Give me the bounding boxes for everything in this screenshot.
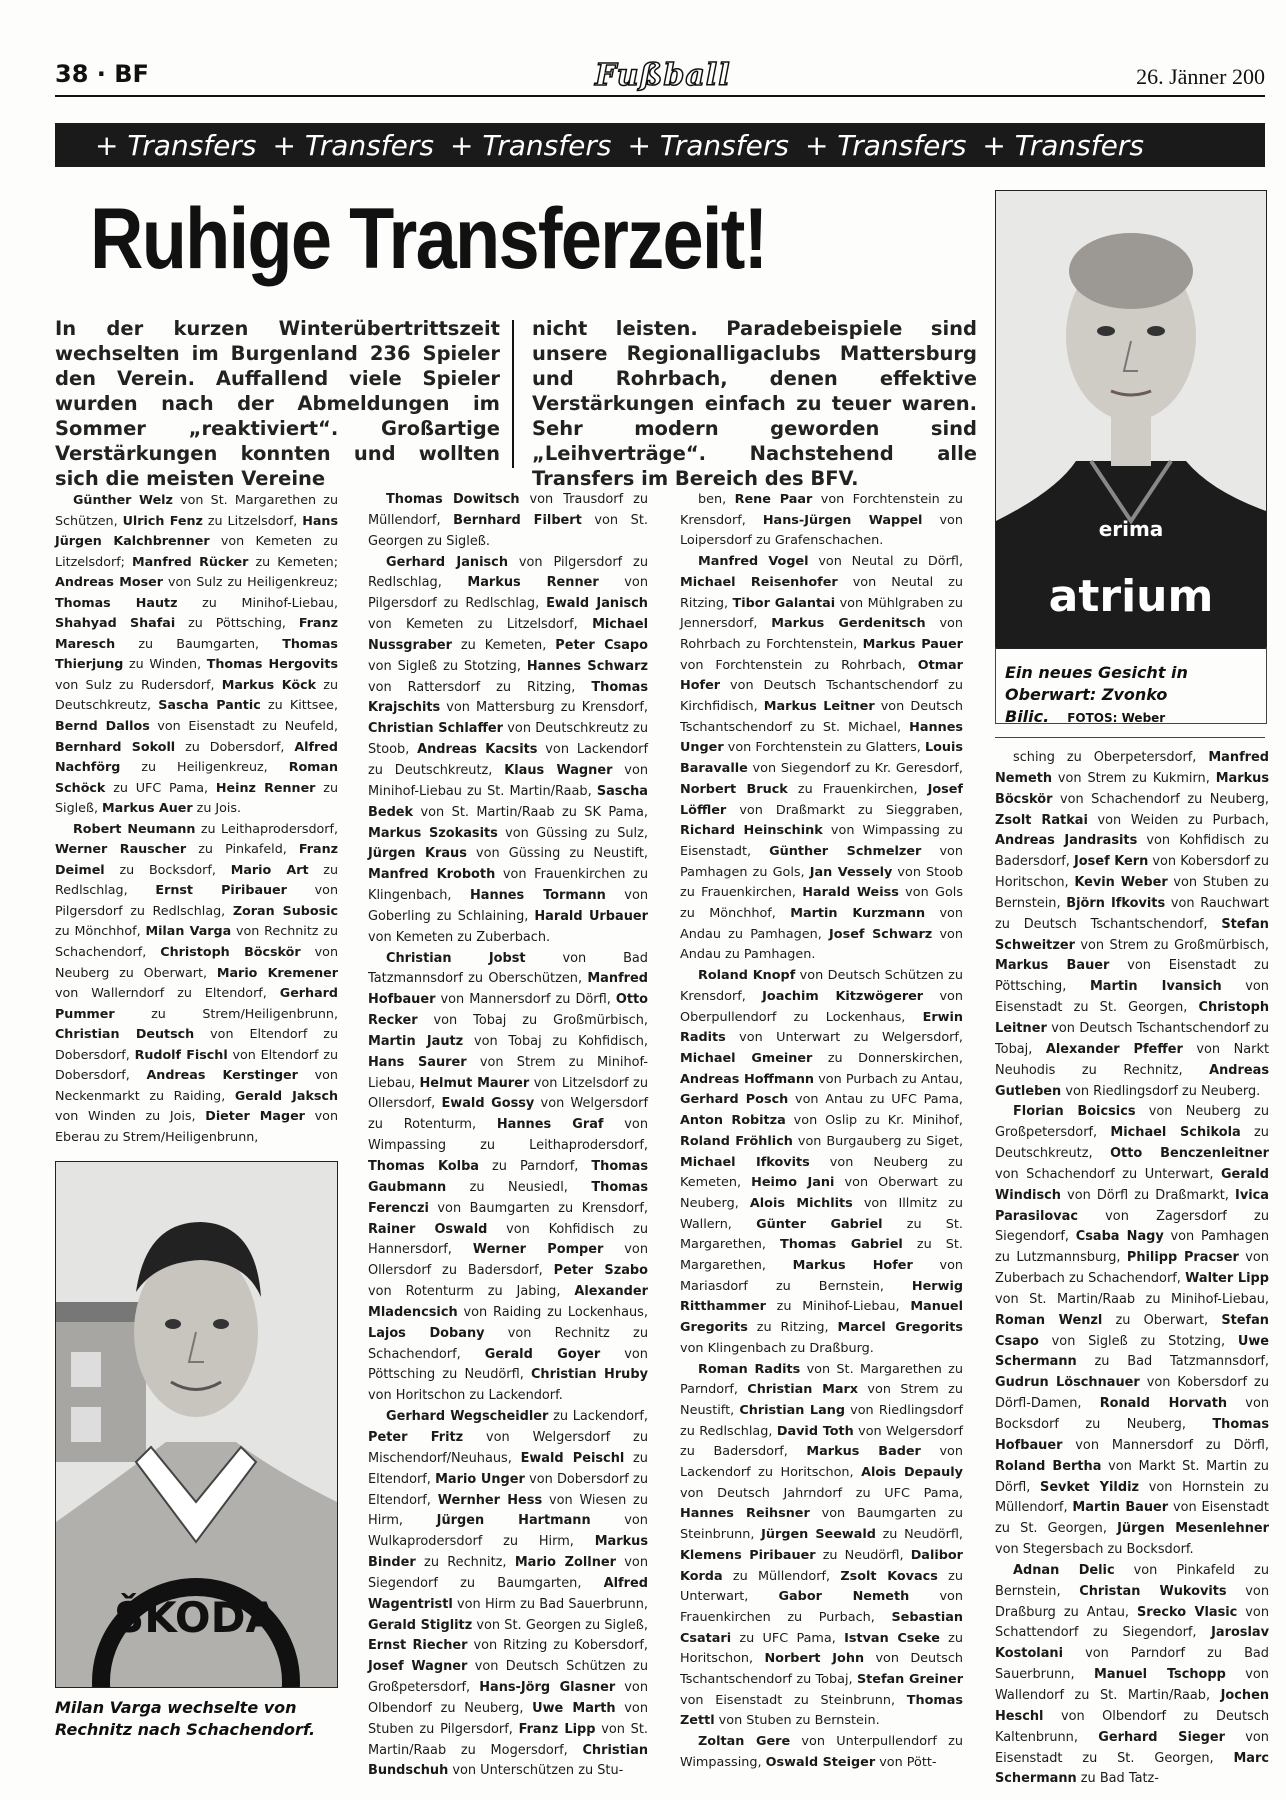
player-name: Otto Benczenleitner bbox=[1110, 1146, 1269, 1162]
player-name: Roman Wenzl bbox=[995, 1312, 1103, 1328]
player-name: Björn Ifkovits bbox=[1066, 895, 1166, 911]
player-name: Thomas Gabriel bbox=[780, 1237, 903, 1253]
player-name: Hannes Graf bbox=[496, 1117, 604, 1133]
player-name: Ewald Peischl bbox=[520, 1450, 625, 1466]
player-name: Christian Deutsch bbox=[55, 1026, 195, 1042]
photo-milan-varga bbox=[55, 1161, 338, 1688]
player-name: Florian Boicsics bbox=[1013, 1104, 1136, 1120]
player-name: Walter Lipp bbox=[1185, 1271, 1270, 1287]
player-name: Christian Lang bbox=[739, 1402, 845, 1418]
player-name: Thomas Zettl bbox=[680, 1692, 963, 1729]
player-name: Hannes Reihsner bbox=[680, 1506, 810, 1522]
article-column-2 bbox=[368, 490, 648, 1782]
player-name: Marcel Gregorits bbox=[837, 1320, 963, 1336]
player-name: Ernst Riecher bbox=[368, 1638, 468, 1654]
player-name: Markus Bader bbox=[806, 1444, 921, 1460]
photo-zvonko-bilic bbox=[995, 190, 1267, 649]
lead-right: nicht leisten. Paradebeispiele sind unsere Regionalligaclubs Mattersburg und Rohrbach, denen effektive Verstärkungen einfach zu teuer waren. Sehr modern geworden sind „Leihverträge“. Nachstehend alle Transfers im Bereich des BFV. bbox=[532, 317, 977, 490]
player-name: Thomas Krajschits bbox=[368, 679, 648, 716]
player-name: Bernhard Filbert bbox=[453, 512, 582, 528]
player-name: Helmut Maurer bbox=[419, 1075, 530, 1091]
player-name: Otmar Hofer bbox=[680, 657, 963, 694]
player-name: Josef Kern bbox=[1074, 854, 1149, 870]
player-name: Sebastian Csatari bbox=[680, 1609, 963, 1646]
player-name: Thomas Thierjung bbox=[55, 635, 338, 672]
player-name: Mario Art bbox=[230, 861, 309, 877]
player-name: Jürgen Seewald bbox=[761, 1527, 876, 1543]
player-name: Joachim Kitzwögerer bbox=[762, 988, 924, 1004]
player-name: Michael Ifkovits bbox=[680, 1154, 810, 1170]
player-name: Günter Gabriel bbox=[756, 1216, 883, 1232]
player-name: Manfred Hofbauer bbox=[368, 971, 648, 1008]
paragraph: ben, Rene Paar von Forchtenstein zu Krensdorf, Hans-Jürgen Wappel von Loipersdorf zu Grafenschachen. bbox=[680, 492, 963, 549]
player-name: Harald Weiss bbox=[802, 885, 899, 901]
player-name: Hannes Schwarz bbox=[526, 658, 648, 674]
paragraph: Adnan Delic von Pinkafeld zu Bernstein, Christan Wukovits von Draßburg zu Antau, Srecko Vlasic von Schattendorf zu Siegendorf, Jaroslav Kostolani von Parndorf zu Bad Sauerbrunn, Manuel Tschopp von Wallendorf zu St. Martin/Raab, Jochen Heschl von Olbendorf zu Deutsch Kaltenbrunn, Gerhard Sieger von Eisenstadt zu St. Georgen, Marc Schermann zu Bad Tatz- bbox=[995, 1562, 1269, 1787]
player-name: Anton Robitza bbox=[680, 1113, 786, 1129]
player-name: Norbert Bruck bbox=[680, 781, 788, 797]
player-name: Manfred Rücker bbox=[132, 553, 249, 569]
player-name: Manuel Gregorits bbox=[680, 1299, 963, 1336]
player-name: Josef Schwarz bbox=[829, 926, 933, 942]
paragraph: Christian Jobst von Bad Tatzmannsdorf zu Oberschützen, Manfred Hofbauer von Mannersdorf zu Dörfl, Otto Recker von Tobaj zu Großmürbisch, Martin Jautz von Tobaj zu Kohfidisch, Hans Saurer von Strem zu Minihof-Liebau, Helmut Maurer von Litzelsdorf zu Ollersdorf, Ewald Gossy von Welgersdorf zu Rotenturm, Hannes Graf von Wimpassing zu Leithaprodersdorf, Thomas Kolba zu Parndorf, Thomas Gaubmann zu Neusiedl, Thomas Ferenczi von Baumgarten zu Krensdorf, Rainer Oswald von Kohfidisch zu Hannersdorf, Werner Pomper von Ollersdorf zu Badersdorf, Peter Szabo von Rotenturm zu Jabing, Alexander Mladencsich von Raiding zu Lockenhaus, Lajos Dobany von Rechnitz zu Schachendorf, Gerald Goyer von Pöttsching zu Neudörfl, Christian Hruby von Horitschon zu Lackendorf. bbox=[368, 950, 649, 1404]
player-name: Hans-Jörg Glasner bbox=[479, 1680, 616, 1696]
paragraph: Zoltan Gere von Unterpullendorf zu Wimpassing, Oswald Steiger von Pött- bbox=[680, 1734, 963, 1770]
player-name: Markus Pauer bbox=[862, 636, 963, 652]
header-rule bbox=[55, 95, 1265, 97]
banner-item: + Transfers bbox=[982, 128, 1144, 162]
player-name: Hans Saurer bbox=[368, 1054, 467, 1070]
player-name: Roman Schöck bbox=[55, 759, 338, 795]
player-name: Robert Neumann bbox=[73, 820, 196, 836]
player-name: Gabor Nemeth bbox=[778, 1589, 910, 1605]
player-name: Manuel Tschopp bbox=[1094, 1667, 1226, 1683]
player-name: Franz Lipp bbox=[518, 1721, 596, 1737]
player-name: Zsolt Ratkai bbox=[995, 812, 1088, 828]
player-name: Markus Binder bbox=[368, 1534, 648, 1571]
article-column-1 bbox=[55, 490, 338, 1148]
paragraph: Roland Knopf von Deutsch Schützen zu Krensdorf, Joachim Kitzwögerer von Oberpullendorf zu Lockenhaus, Erwin Radits von Unterwart zu Welgersdorf, Michael Gmeiner zu Donnerskirchen, Andreas Hoffmann von Purbach zu Antau, Gerhard Posch von Antau zu UFC Pama, Anton Robitza von Oslip zu Kr. Minihof, Roland Fröhlich von Burgauberg zu Siget, Michael Ifkovits von Neuberg zu Kemeten, Heimo Jani von Oberwart zu Neuberg, Alois Michlits von Illmitz zu Wallern, Günter Gabriel zu St. Margarethen, Thomas Gabriel zu St. Margarethen, Markus Hofer von Mariasdorf zu Bernstein, Herwig Ritthammer zu Minihof-Liebau, Manuel Gregorits zu Ritzing, Marcel Gregorits von Klingenbach zu Draßburg. bbox=[680, 968, 964, 1356]
player-name: Herwig Ritthammer bbox=[680, 1278, 963, 1315]
player-name: Uwe Schermann bbox=[995, 1333, 1269, 1370]
lead-left: In der kurzen Winterübertrittszeit wechselten im Burgenland 236 Spieler den Verein. Auffallend viele Spieler wurden nach der Abmeldungen im Sommer „reaktiviert“. Großartige Verstärkungen konnten und wollten sich die meisten Vereine bbox=[55, 317, 500, 490]
player-name: Josef Wagner bbox=[368, 1659, 468, 1675]
player-name: Shahyad Shafai bbox=[55, 615, 176, 631]
player-name: Roland Knopf bbox=[698, 968, 796, 984]
player-name: Ronald Horvath bbox=[1099, 1396, 1228, 1412]
banner-item: + Transfers bbox=[272, 128, 434, 162]
player-name: Hannes Tormann bbox=[469, 888, 606, 904]
player-name: Roland Fröhlich bbox=[680, 1133, 793, 1149]
player-name: Alexander Pfeffer bbox=[1045, 1041, 1183, 1057]
player-name: Michael Schikola bbox=[1110, 1125, 1241, 1141]
player-name: Günther Welz bbox=[73, 492, 173, 507]
lead-divider bbox=[512, 320, 514, 468]
player-name: Rainer Oswald bbox=[368, 1221, 488, 1237]
shirt-brand-text: erima bbox=[1098, 517, 1164, 541]
player-name: Rene Paar bbox=[734, 492, 813, 507]
player-name: Ewald Gossy bbox=[441, 1096, 535, 1112]
player-name: Erwin Radits bbox=[680, 1009, 963, 1046]
player-name: Markus Gerdenitsch bbox=[771, 616, 926, 632]
issue-date: 26. Jänner 200 bbox=[1136, 64, 1265, 89]
player-name: Gerald Goyer bbox=[484, 1346, 601, 1362]
player-name: Martin Jautz bbox=[368, 1033, 464, 1049]
player-name: Oswald Steiger bbox=[765, 1754, 876, 1770]
player-name: Jürgen Hartmann bbox=[436, 1513, 591, 1529]
player-name: Alexander Mladencsich bbox=[368, 1284, 648, 1320]
player-name: Ernst Piribauer bbox=[155, 882, 287, 898]
player-name: Manfred Kroboth bbox=[368, 867, 496, 883]
player-name: Christoph Leitner bbox=[995, 1000, 1269, 1036]
player-name: Roman Radits bbox=[698, 1361, 801, 1377]
player-name: Milan Varga bbox=[145, 923, 232, 939]
banner-item: + Transfers bbox=[627, 128, 789, 162]
player-name: Markus Szokasits bbox=[368, 825, 498, 841]
player-name: Markus Hofer bbox=[792, 1258, 913, 1274]
paragraph: Gerhard Wegscheidler zu Lackendorf, Peter Fritz von Welgersdorf zu Mischendorf/Neuhaus, Ewald Peischl zu Eltendorf, Mario Unger von Dobersdorf zu Eltendorf, Wernher Hess von Wiesen zu Hirm, Jürgen Hartmann von Wulkaprodersdorf zu Hirm, Markus Binder zu Rechnitz, Mario Zollner von Siegendorf zu Baumgarten, Alfred Wagentristl von Hirm zu Bad Sauerbrunn, Gerald Stiglitz von St. Georgen zu Sigleß, Ernst Riecher von Ritzing zu Kobersdorf, Josef Wagner von Deutsch Schützen zu Großpetersdorf, Hans-Jörg Glasner von Olbendorf zu Neuberg, Uwe Marth von Stuben zu Pilgersdorf, Franz Lipp von St. Martin/Raab zu Mogersdorf, Christian Bundschuh von Unterschützen zu Stu- bbox=[368, 1409, 649, 1779]
player-name: Rudolf Fischl bbox=[134, 1046, 228, 1062]
banner-item: + Transfers bbox=[804, 128, 967, 162]
section-title: Fußball bbox=[595, 58, 731, 93]
player-name: Jürgen Kraus bbox=[368, 846, 467, 862]
photo-caption-top bbox=[1005, 662, 1260, 729]
player-name: Thomas Kolba bbox=[368, 1159, 480, 1174]
player-name: Sascha Pantic bbox=[158, 697, 261, 713]
player-name: Gerald Jaksch bbox=[234, 1087, 338, 1103]
player-name: Richard Heinschink bbox=[680, 823, 823, 839]
photo-caption-bottom: Milan Varga wechselte von Rechnitz nach Schachendorf. bbox=[55, 1698, 316, 1739]
player-name: Dieter Mager bbox=[205, 1108, 305, 1124]
player-name: Markus Köck bbox=[221, 676, 317, 692]
player-name: Markus Bauer bbox=[995, 958, 1110, 974]
player-name: Franz Deimel bbox=[55, 841, 339, 877]
player-name: Jochen Heschl bbox=[995, 1687, 1269, 1724]
player-name: Werner Rauscher bbox=[55, 841, 187, 857]
player-name: Zoltan Gere bbox=[698, 1734, 791, 1750]
player-name: Martin Kurzmann bbox=[790, 906, 926, 922]
page-header bbox=[55, 58, 1265, 98]
player-name: Christian Schlaffer bbox=[368, 721, 503, 737]
player-name: Sevket Yildiz bbox=[1040, 1479, 1139, 1495]
player-name: Bernhard Sokoll bbox=[55, 738, 176, 754]
player-name: Andreas Moser bbox=[55, 574, 164, 590]
player-name: Mario Zollner bbox=[514, 1555, 616, 1571]
transfers-banner bbox=[55, 123, 1265, 167]
player-name: Markus Böcskör bbox=[995, 770, 1269, 807]
player-name: Peter Csapo bbox=[555, 637, 648, 653]
player-name: Jürgen Mesenlehner bbox=[1117, 1521, 1269, 1537]
player-name: Istvan Cseke bbox=[844, 1630, 940, 1646]
article-column-3 bbox=[680, 490, 963, 1774]
page-number: 38 · BF bbox=[55, 60, 149, 88]
player-name: Peter Fritz bbox=[368, 1429, 464, 1445]
player-name: Uwe Marth bbox=[532, 1700, 616, 1716]
caption-text: Ein neues Gesicht in Oberwart: Zvonko Bilic. bbox=[1005, 663, 1188, 726]
player-name: Ulrich Fenz bbox=[122, 512, 203, 528]
paragraph: Robert Neumann zu Leithaprodersdorf, Werner Rauscher zu Pinkafeld, Franz Deimel zu Bocksdorf, Mario Art zu Redlschlag, Ernst Piribauer von Pilgersdorf zu Redlschlag, Zoran Subosic zu Mönchhof, Milan Varga von Rechnitz zu Schachendorf, Christoph Böcskör von Neuberg zu Oberwart, Mario Kremener von Wallerndorf zu Eltendorf, Gerhard Pummer zu Strem/Heiligenbrunn, Christian Deutsch von Eltendorf zu Dobersdorf, Rudolf Fischl von Eltendorf zu Dobersdorf, Andreas Kerstinger von Neckenmarkt zu Raiding, Gerald Jaksch von Winden zu Jois, Dieter Mager von Eberau zu Strem/Heiligenbrunn, bbox=[55, 820, 339, 1144]
player-name: Christoph Böcskör bbox=[160, 944, 301, 960]
player-name: Marc Schermann bbox=[995, 1750, 1269, 1787]
player-name: Stefan Schweitzer bbox=[995, 916, 1269, 953]
player-name: Hans Jürgen Kalchbrenner bbox=[55, 512, 338, 549]
player-name: Heimo Jani bbox=[751, 1175, 835, 1191]
player-name: Gerhard Janisch bbox=[386, 554, 509, 570]
player-name: Zsolt Kovacs bbox=[840, 1568, 938, 1584]
paragraph: Florian Boicsics von Neuberg zu Großpetersdorf, Michael Schikola zu Deutschkreutz, Otto Benczenleitner von Schachendorf zu Unterwart, Gerald Windisch von Dörfl zu Draßmarkt, Ivica Parasilovac von Zagersdorf zu Siegendorf, Csaba Nagy von Pamhagen zu Lutzmannsburg, Philipp Pracser von Zuberbach zu Schachendorf, Walter Lipp von St. Martin/Raab zu Minihof-Liebau, Roman Wenzl zu Oberwart, Stefan Csapo von Sigleß zu Stotzing, Uwe Schermann zu Bad Tatzmannsdorf, Gudrun Löschnauer von Kobersdorf zu Dörfl-Damen, Ronald Horvath von Bocksdorf zu Neuberg, Thomas Hofbauer von Mannersdorf zu Dörfl, Roland Bertha von Markt St. Martin zu Dörfl, Sevket Yildiz von Hornstein zu Müllendorf, Martin Bauer von Eisenstadt zu St. Georgen, Jürgen Mesenlehner von Stegersbach zu Bocksdorf. bbox=[995, 1104, 1270, 1558]
player-name: Louis Baravalle bbox=[680, 740, 963, 777]
player-name: Ivica Parasilovac bbox=[995, 1187, 1269, 1224]
player-name: Alois Michlits bbox=[749, 1195, 853, 1211]
player-name: Gerald Windisch bbox=[995, 1166, 1269, 1203]
player-name: Christian Hruby bbox=[530, 1367, 648, 1383]
player-name: Wernher Hess bbox=[437, 1492, 543, 1508]
player-name: Peter Szabo bbox=[553, 1263, 648, 1279]
player-name: Csaba Nagy bbox=[1075, 1229, 1164, 1245]
player-name: Roland Bertha bbox=[995, 1458, 1102, 1474]
player-name: Andreas Kacsits bbox=[417, 742, 538, 758]
player-name: Jan Vessely bbox=[809, 864, 893, 880]
player-name: Adnan Delic bbox=[1013, 1562, 1115, 1578]
player-name: Philipp Pracser bbox=[1126, 1250, 1239, 1266]
paragraph: Günther Welz von St. Margarethen zu Schützen, Ulrich Fenz zu Litzelsdorf, Hans Jürgen Kalchbrenner von Kemeten zu Litzelsdorf; Manfred Rücker zu Kemeten; Andreas Moser von Sulz zu Heiligenkreuz; Thomas Hautz zu Minihof-Liebau, Shahyad Shafai zu Pöttsching, Franz Maresch zu Baumgarten, Thomas Thierjung zu Winden, Thomas Hergovits von Sulz zu Rudersdorf, Markus Köck zu Deutschkreutz, Sascha Pantic zu Kittsee, Bernd Dallos von Eisenstadt zu Neufeld, Bernhard Sokoll zu Dobersdorf, Alfred Nachförg zu Heiligenkreuz, Roman Schöck zu UFC Pama, Heinz Renner zu Sigleß, Markus Auer zu Jois. bbox=[55, 492, 339, 816]
player-name: Andreas Kerstinger bbox=[146, 1067, 298, 1083]
player-name: Thomas Ferenczi bbox=[368, 1179, 648, 1216]
player-name: Bernd Dallos bbox=[55, 718, 150, 734]
player-name: Markus Renner bbox=[467, 575, 599, 591]
player-name: Martin Ivansich bbox=[1089, 979, 1222, 995]
player-name: Andreas Gutleben bbox=[995, 1062, 1269, 1099]
paragraph: Gerhard Janisch von Pilgersdorf zu Redlschlag, Markus Renner von Pilgersdorf zu Redlschlag, Ewald Janisch von Kemeten zu Litzelsdorf, Michael Nussgraber zu Kemeten, Peter Csapo von Sigleß zu Stotzing, Hannes Schwarz von Rattersdorf zu Ritzing, Thomas Krajschits von Mattersburg zu Krensdorf, Christian Schlaffer von Deutschkreutz zu Stoob, Andreas Kacsits von Lackendorf zu Deutschkreutz, Klaus Wagner von Minihof-Liebau zu St. Martin/Raab, Sascha Bedek von St. Martin/Raab zu SK Pama, Markus Szokasits von Güssing zu Sulz, Jürgen Kraus von Güssing zu Neustift, Manfred Kroboth von Frauenkirchen zu Klingenbach, Hannes Tormann von Goberling zu Schlaining, Harald Urbauer von Kemeten zu Zuberbach. bbox=[368, 554, 648, 945]
player-name: Michael Gmeiner bbox=[680, 1050, 813, 1066]
paragraph: sching zu Oberpetersdorf, Manfred Nemeth von Strem zu Kukmirn, Markus Böcskör von Schachendorf zu Neuberg, Zsolt Ratkai von Weiden zu Purbach, Andreas Jandrasits von Kohfidisch zu Badersdorf, Josef Kern von Kobersdorf zu Horitschon, Kevin Weber von Stuben zu Bernstein, Björn Ifkovits von Rauchwart zu Deutsch Tschantschendorf, Stefan Schweitzer von Strem zu Großmürbisch, Markus Bauer von Eisenstadt zu Pöttsching, Martin Ivansich von Eisenstadt zu St. Georgen, Christoph Leitner von Deutsch Tschantschendorf zu Tobaj, Alexander Pfeffer von Narkt Neuhodis zu Rechnitz, Andreas Gutleben von Riedlingsdorf zu Neuberg. bbox=[995, 750, 1269, 1099]
player-name: Zoran Subosic bbox=[232, 902, 338, 918]
paragraph: Manfred Vogel von Neutal zu Dörfl, Michael Reisenhofer von Neutal zu Ritzing, Tibor Galantai von Mühlgraben zu Jennersdorf, Markus Gerdenitsch von Rohrbach zu Forchtenstein, Markus Pauer von Forchtenstein zu Rohrbach, Otmar Hofer von Deutsch Tschantschendorf zu Kirchfidisch, Markus Leitner von Deutsch Tschantschendorf zu St. Michael, Hannes Unger von Forchtenstein zu Glatters, Louis Baravalle von Siegendorf zu Kr. Geresdorf, Norbert Bruck zu Frauenkirchen, Josef Löffler von Draßmarkt zu Sieggraben, Richard Heinschink von Wimpassing zu Eisenstadt, Günther Schmelzer von Pamhagen zu Gols, Jan Vessely von Stoob zu Frauenkirchen, Harald Weiss von Gols zu Mönchhof, Martin Kurzmann von Andau zu Pamhagen, Josef Schwarz von Andau zu Pamhagen. bbox=[680, 554, 964, 963]
player-name: Thomas Hergovits bbox=[206, 656, 338, 672]
player-name: Stefan Greiner bbox=[856, 1672, 964, 1688]
player-name: Günther Schmelzer bbox=[769, 843, 922, 859]
player-portrait-image bbox=[56, 1162, 337, 1687]
player-name: Christian Jobst bbox=[386, 950, 526, 966]
player-name: Srecko Vlasic bbox=[1136, 1604, 1238, 1620]
player-name: Andreas Jandrasits bbox=[995, 833, 1138, 849]
player-name: Klemens Piribauer bbox=[680, 1547, 816, 1563]
player-name: Thomas Hautz bbox=[55, 594, 178, 610]
player-name: Werner Pomper bbox=[472, 1242, 604, 1258]
player-name: Ewald Janisch bbox=[546, 596, 648, 612]
player-name: Michael Nussgraber bbox=[368, 617, 648, 653]
player-name: Lajos Dobany bbox=[368, 1325, 485, 1341]
player-name: Gerald Stiglitz bbox=[368, 1617, 473, 1633]
player-name: Thomas Hofbauer bbox=[995, 1417, 1269, 1453]
headline: Ruhige Transferzeit! bbox=[90, 191, 767, 287]
player-name: Heinz Renner bbox=[215, 779, 316, 795]
player-name: David Toth bbox=[776, 1423, 854, 1439]
paragraph: Thomas Dowitsch von Trausdorf zu Müllendorf, Bernhard Filbert von St. Georgen zu Sigleß. bbox=[368, 492, 649, 549]
player-name: Markus Leitner bbox=[763, 699, 875, 715]
player-name: Hans-Jürgen Wappel bbox=[762, 512, 923, 528]
player-name: Andreas Hoffmann bbox=[680, 1071, 815, 1087]
player-name: Gudrun Löschnauer bbox=[995, 1375, 1140, 1391]
player-name: Sascha Bedek bbox=[368, 783, 648, 820]
shirt-sponsor-text: ŠKODA bbox=[114, 1593, 278, 1642]
player-name: Gerhard Pummer bbox=[55, 985, 338, 1021]
player-portrait-image bbox=[996, 191, 1266, 648]
player-name: Jaroslav Kostolani bbox=[995, 1625, 1269, 1662]
player-name: Gerhard Wegscheidler bbox=[386, 1409, 549, 1425]
player-name: Manfred Vogel bbox=[698, 554, 809, 570]
player-name: Martin Bauer bbox=[1072, 1500, 1169, 1516]
player-name: Harald Urbauer bbox=[534, 908, 648, 924]
player-name: Mario Unger bbox=[435, 1471, 525, 1487]
player-name: Markus Auer bbox=[102, 800, 193, 816]
player-name: Christan Wukovits bbox=[1079, 1583, 1227, 1599]
player-name: Thomas Dowitsch bbox=[386, 492, 520, 507]
player-name: Josef Löffler bbox=[680, 781, 963, 818]
photo-credit: FOTOS: Weber bbox=[1067, 711, 1166, 725]
player-name: Kevin Weber bbox=[1074, 875, 1168, 891]
shirt-sponsor-text: atrium bbox=[1048, 571, 1214, 622]
player-name: Otto Recker bbox=[368, 992, 648, 1029]
player-name: Christian Bundschuh bbox=[368, 1742, 648, 1779]
player-name: Stefan Csapo bbox=[995, 1312, 1269, 1349]
player-name: Christian Marx bbox=[747, 1382, 859, 1398]
player-name: Michael Reisenhofer bbox=[680, 574, 838, 590]
player-name: Dalibor Korda bbox=[680, 1547, 963, 1584]
player-name: Franz Maresch bbox=[55, 615, 338, 651]
player-name: Thomas Gaubmann bbox=[368, 1159, 648, 1195]
player-name: Norbert John bbox=[764, 1651, 865, 1667]
player-name: Alfred Nachförg bbox=[55, 738, 338, 775]
article-column-4 bbox=[995, 748, 1269, 1790]
player-name: Mario Kremener bbox=[216, 964, 339, 980]
player-name: Gerhard Posch bbox=[680, 1092, 789, 1108]
caption-rule bbox=[995, 737, 1265, 738]
player-name: Alois Depauly bbox=[861, 1465, 963, 1481]
player-name: Hannes Unger bbox=[680, 719, 963, 756]
player-name: Alfred Wagentristl bbox=[368, 1575, 648, 1612]
banner-item: + Transfers bbox=[95, 128, 257, 162]
player-name: Gerhard Sieger bbox=[1098, 1729, 1225, 1745]
player-name: Manfred Nemeth bbox=[995, 750, 1269, 786]
player-name: Tibor Galantai bbox=[732, 595, 836, 611]
banner-item: + Transfers bbox=[449, 128, 612, 162]
player-name: Klaus Wagner bbox=[504, 762, 613, 778]
paragraph: Roman Radits von St. Margarethen zu Parndorf, Christian Marx von Strem zu Neustift, Christian Lang von Riedlingsdorf zu Redlschlag, David Toth von Welgersdorf zu Badersdorf, Markus Bader von Lackendorf zu Horitschon, Alois Depauly von Deutsch Jahrndorf zu UFC Pama, Hannes Reihsner von Baumgarten zu Steinbrunn, Jürgen Seewald zu Neudörfl, Klemens Piribauer zu Neudörfl, Dalibor Korda zu Müllendorf, Zsolt Kovacs zu Unterwart, Gabor Nemeth von Frauenkirchen zu Purbach, Sebastian Csatari zu UFC Pama, Istvan Cseke zu Horitschon, Norbert John von Deutsch Tschantschendorf zu Tobaj, Stefan Greiner von Eisenstadt zu Steinbrunn, Thomas Zettl von Stuben zu Bernstein. bbox=[680, 1361, 964, 1729]
